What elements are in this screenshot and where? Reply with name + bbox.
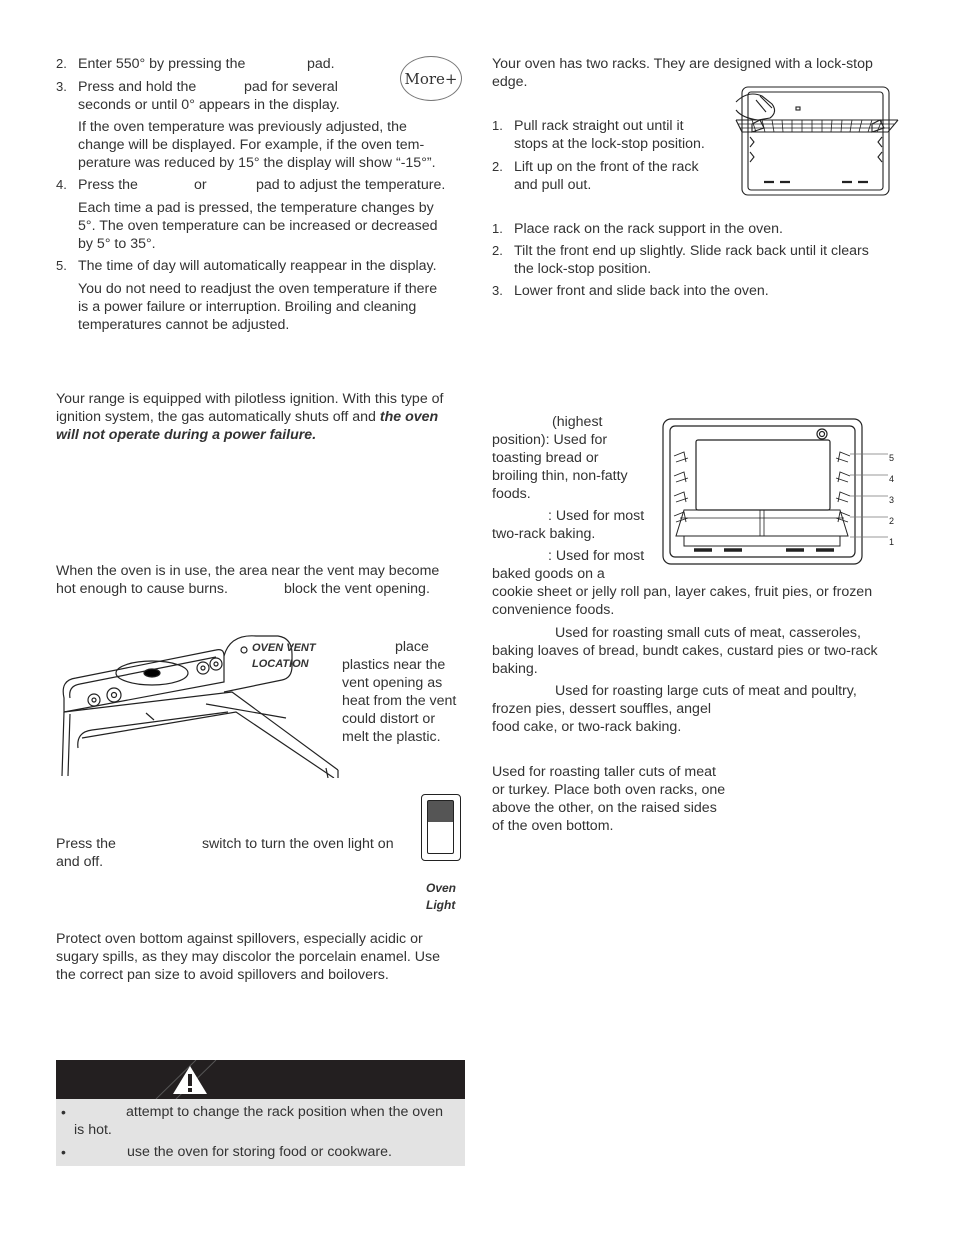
rack-position-numbers: 5 4 3 2 1 <box>889 453 895 547</box>
rack-5-description: (highest position): Used for toasting bread or broiling thin, non-fatty foods. <box>492 414 628 502</box>
rack-3-description: : Used for most baked goods on a cookie sheet or jelly roll pan, layer cakes, fruit pies, or frozen convenience foods. <box>492 548 873 618</box>
list-item: 2. Tilt the front end up slightly. Slide rack back until it clears the lock-stop position. <box>492 243 869 277</box>
rack-4-description: : Used for most two-rack baking. <box>492 508 645 542</box>
list-item: 2. Lift up on the front of the rack and pull out. <box>492 159 699 193</box>
oven-light-paragraph: Press the switch to turn the oven light on and off. <box>56 836 394 870</box>
oven-bottom-paragraph: Protect oven bottom against spillovers, especially acidic or sugary spills, as they may discolor the porcelain enamel. Use the correct pan size to avoid spillovers and boilovers. <box>56 931 441 983</box>
vent-side-note: place plastics near the vent opening as heat from the vent could distort or melt the plastic. <box>342 639 457 745</box>
oven-light-label: Oven Light <box>426 881 457 912</box>
step-3-note: If the oven temperature was previously adjusted, the change will be displayed. For example, if the oven tem- perature was reduced by 15° the display will show “-15°”. <box>78 119 436 171</box>
rack-1-description: Used for roasting large cuts of meat and poultry, frozen pies, dessert souffles, angel food cake, or two-rack baking. <box>492 683 857 735</box>
warning-body: • attempt to change the rack position when the oven is hot. • use the oven for storing food or cookware. <box>56 1099 465 1166</box>
oven-vent-location-label: OVEN VENT LOCATION <box>252 642 316 670</box>
list-item: 1. Place rack on the rack support in the oven. <box>492 221 783 237</box>
warning-header-bar <box>56 1060 465 1099</box>
step-5-note: You do not need to readjust the oven temperature if there is a power failure or interruption. Broiling and cleaning temperatures cannot be adjusted. <box>78 281 438 333</box>
replace-rack-steps <box>492 220 902 304</box>
rack-2-description: Used for roasting small cuts of meat, casseroles, baking loaves of bread, bundt cakes, custard pies or two-rack baking. <box>492 625 878 677</box>
rack-intro: Your oven has two racks. They are designed with a lock-stop edge. <box>492 56 873 90</box>
remove-rack-steps <box>492 117 732 198</box>
oven-light-switch[interactable] <box>421 794 461 861</box>
warning-triangle-icon <box>172 1065 208 1095</box>
more-pad-button[interactable]: More+ <box>400 56 462 101</box>
rack-positions-illustration <box>662 418 902 568</box>
vent-paragraph: When the oven is in use, the area near the vent may become hot enough to cause burns. block the vent opening. <box>56 563 440 597</box>
multiple-rack-description: Used for roasting taller cuts of meat or turkey. Place both oven racks, one above the other, on the raised sides of the oven bottom. <box>492 764 726 834</box>
step-2: 2. Enter 550° by pressing the pad. <box>56 56 335 72</box>
ignition-paragraph: Your range is equipped with pilotless ignition. With this type of ignition system, the gas automatically shuts off and the oven will not operate during a power failure. <box>56 391 444 443</box>
rack-removal-illustration <box>732 82 902 198</box>
switch-rocker-icon <box>427 800 454 854</box>
step-4-note: Each time a pad is pressed, the temperature changes by 5°. The oven temperature can be increased or decreased by 5° to 35°. <box>78 200 438 252</box>
list-item: 3. Lower front and slide back into the oven. <box>492 283 769 299</box>
list-item: 1. Pull rack straight out until it stops at the lock-stop position. <box>492 118 705 152</box>
